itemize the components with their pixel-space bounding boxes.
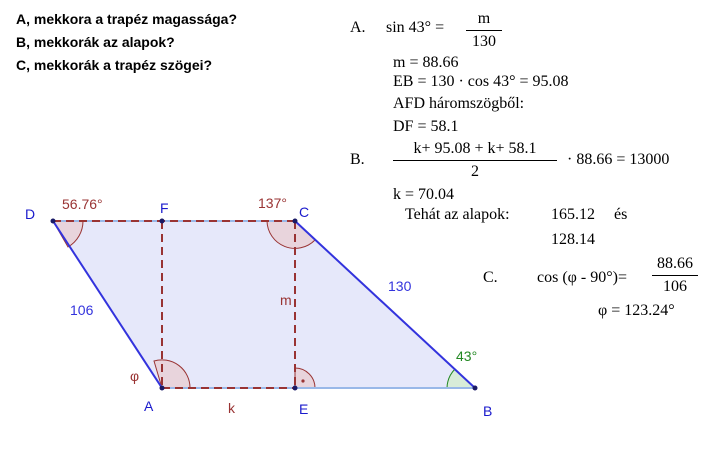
phi-result: φ = 123.24° xyxy=(598,302,675,319)
point-a xyxy=(160,386,165,391)
base-2: 128.14 xyxy=(551,231,595,248)
sine-expression: sin 43° = xyxy=(386,19,445,36)
cosine-expression: cos (φ - 90°)= xyxy=(537,269,627,286)
fraction-numerator: 88.66 xyxy=(657,255,693,272)
point-d xyxy=(51,219,56,224)
base-1: 165.12 xyxy=(551,206,595,223)
fraction-denominator: 2 xyxy=(471,163,479,180)
label-d: D xyxy=(25,206,36,222)
fraction-denominator: 106 xyxy=(663,278,687,295)
fraction-numerator: k+ 95.08 + k+ 58.1 xyxy=(413,140,537,157)
point-c xyxy=(293,219,298,224)
label-a: A xyxy=(144,398,154,414)
area-equation: · 88.66 = 13000 xyxy=(567,151,670,168)
label-angle-phi: φ xyxy=(130,368,140,384)
point-e xyxy=(293,386,298,391)
right-angle-dot xyxy=(301,379,304,382)
eb-result: EB = 130 · cos 43° = 95.08 xyxy=(393,73,569,90)
label-side-ad: 106 xyxy=(70,302,94,318)
label-segment-k: k xyxy=(228,400,235,416)
label-side-bc: 130 xyxy=(388,278,412,294)
label-c: C xyxy=(299,204,310,220)
question-b: B, mekkorák az alapok? xyxy=(16,34,175,50)
k-result: k = 70.04 xyxy=(393,186,455,203)
label-angle-c: 137° xyxy=(258,195,287,211)
point-f xyxy=(160,219,165,224)
question-a: A, mekkora a trapéz magassága? xyxy=(16,11,237,27)
bases-label: Tehát az alapok: xyxy=(405,206,510,223)
and-word: és xyxy=(614,206,628,223)
label-angle-b: 43° xyxy=(456,348,478,364)
df-result: DF = 58.1 xyxy=(393,118,459,135)
fraction-denominator: 130 xyxy=(472,33,496,50)
part-c-label: C. xyxy=(483,269,498,286)
m-result: m = 88.66 xyxy=(393,54,459,71)
label-e: E xyxy=(299,401,309,417)
label-f: F xyxy=(160,200,169,216)
afd-triangle-note: AFD háromszögből: xyxy=(393,95,525,112)
label-b: B xyxy=(483,403,493,419)
trapezoid-fill xyxy=(53,221,478,388)
part-a-label: A. xyxy=(350,19,366,36)
fraction-numerator: m xyxy=(477,10,491,27)
label-height-m: m xyxy=(280,292,292,308)
part-b-label: B. xyxy=(350,151,365,168)
label-angle-d: 56.76° xyxy=(62,196,103,212)
question-c: C, mekkorák a trapéz szögei? xyxy=(16,57,213,73)
point-b xyxy=(473,386,478,391)
